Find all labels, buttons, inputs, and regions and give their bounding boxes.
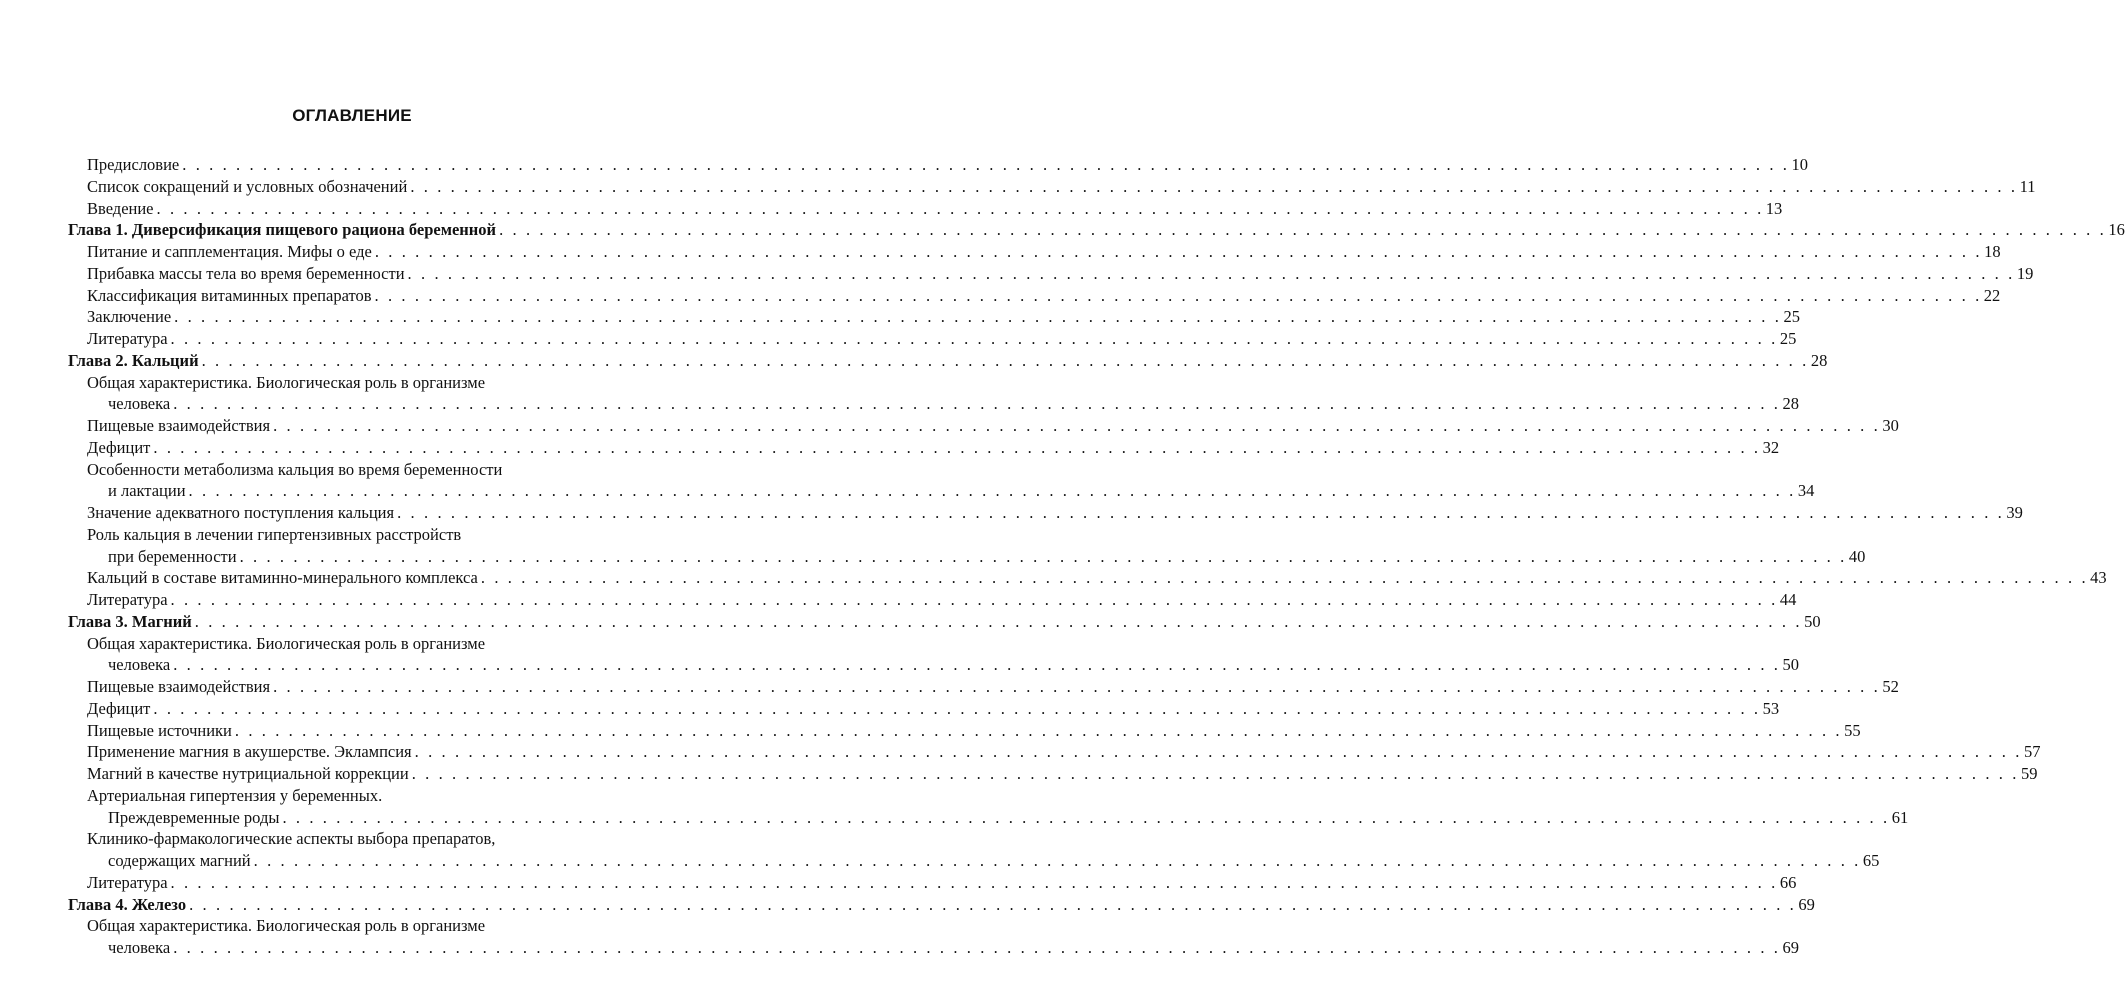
toc-page-number: 28 — [1810, 350, 1828, 370]
toc-chapter-entry — [68, 220, 2125, 240]
toc-chapter-entry — [68, 894, 1815, 915]
toc-page-number: 50 — [1782, 655, 1799, 675]
toc-entry-title: Глава 1. Диверсификация пищевого рациона беременной — [68, 220, 497, 240]
toc-entry-title: Глава 4. Железо — [68, 894, 187, 914]
dot-leader: . . . . . . . . . . . . . . . . . . . . . . . . . . . . . . . . . . . . . . . . . . . . . . . . . . . . . . . . . . . . . . . . . . . . . . . . . . . . . . . . . . . . . . . . . . . . . . . . . . . . . . . . . . . . . . . . . . . . . . . . — [273, 416, 1881, 435]
toc-page-number: 16 — [2108, 220, 2125, 240]
dot-leader: . . . . . . . . . . . . . . . . . . . . . . . . . . . . . . . . . . . . . . . . . . . . . . . . . . . . . . . . . . . . . . . . . . . . . . . . . . . . . . . . . . . . . . . . . . . . . . . . . . . . . . . . . . . . . . . . . . . . . . . . — [273, 677, 1881, 696]
dot-leader: . . . . . . . . . . . . . . . . . . . . . . . . . . . . . . . . . . . . . . . . . . . . . . . . . . . . . . . . . . . . . . . . . . . . . . . . . . . . . . . . . . . . . . . . . . . . . . . . . . . . . . . . . . . . . . . . . . . . . . . . — [480, 568, 2089, 588]
toc-entry-title: Преждевременные роды — [108, 807, 280, 827]
toc-entry-title: содержащих магний — [108, 851, 251, 870]
toc-entry-title: Клинико-фармакологические аспекты выбора препаратов, — [87, 829, 496, 849]
toc-entry-title: Литература — [87, 590, 168, 609]
toc-entry-title: Особенности метаболизма кальция во время беременности — [87, 459, 503, 479]
toc-entry — [87, 872, 1797, 893]
dot-leader: . . . . . . . . . . . . . . . . . . . . . . . . . . . . . . . . . . . . . . . . . . . . . . . . . . . . . . . . . . . . . . . . . . . . . . . . . . . . . . . . . . . . . . . . . . . . . . . . . . . . . . . . . . . . . . . . . . . . . . . . — [153, 698, 1761, 718]
toc-entry-title: Дефицит — [87, 698, 151, 718]
dot-leader: . . . . . . . . . . . . . . . . . . . . . . . . . . . . . . . . . . . . . . . . . . . . . . . . . . . . . . . . . . . . . . . . . . . . . . . . . . . . . . . . . . . . . . . . . . . . . . . . . . . . . . . . . . . . . . . . . . . . . . . . — [173, 394, 1781, 414]
toc-entry — [108, 655, 1799, 675]
toc-page-number: 44 — [1779, 590, 1797, 609]
toc-entry-title: Роль кальция в лечении гипертензивных расстройств — [87, 524, 462, 544]
toc-entry-title: Пищевые взаимодействия — [87, 677, 271, 696]
toc-entry — [87, 155, 1809, 175]
dot-leader: . . . . . . . . . . . . . . . . . . . . . . . . . . . . . . . . . . . . . . . . . . . . . . . . . . . . . . . . . . . . . . . . . . . . . . . . . . . . . . . . . . . . . . . . . . . . . . . . . . . . . . . . . . . . . . . . . . . . . . . . — [188, 481, 1796, 501]
toc-entry — [87, 285, 2001, 306]
toc-entry-title: Литература — [87, 872, 168, 892]
toc-entry-title: Общая характеристика. Биологическая роль в организме — [87, 916, 486, 936]
dot-leader: . . . . . . . . . . . . . . . . . . . . . . . . . . . . . . . . . . . . . . . . . . . . . . . . . . . . . . . . . . . . . . . . . . . . . . . . . . . . . . . . . . . . . . . . . . . . . . . . . . . . . . . . . . . . . . . . . . . . . . . . — [407, 263, 2015, 283]
toc-entry — [87, 720, 1861, 741]
page-title: ОГЛАВЛЕНИЕ — [292, 106, 412, 125]
toc-entry — [87, 698, 1780, 719]
dot-leader: . . . . . . . . . . . . . . . . . . . . . . . . . . . . . . . . . . . . . . . . . . . . . . . . . . . . . . . . . . . . . . . . . . . . . . . . . . . . . . . . . . . . . . . . . . . . . . . . . . . . . . . . . . . . . . . . . . . . . . . . — [374, 285, 1982, 305]
toc-page-number: 55 — [1844, 720, 1861, 740]
toc-entry-title: Заключение — [87, 307, 172, 327]
toc-entry — [87, 416, 1899, 436]
toc-page-number: 66 — [1779, 872, 1797, 892]
toc-entry — [87, 916, 485, 936]
toc-page-number: 40 — [1848, 546, 1866, 566]
toc-entry — [87, 829, 495, 849]
toc-entry — [87, 786, 382, 806]
toc-entry — [87, 263, 2034, 284]
dot-leader: . . . . . . . . . . . . . . . . . . . . . . . . . . . . . . . . . . . . . . . . . . . . . . . . . . . . . . . . . . . . . . . . . . . . . . . . . . . . . . . . . . . . . . . . . . . . . . . . . . . . . . . . . . . . . . . . . . . . . . . . — [182, 155, 1790, 174]
toc-page-number: 32 — [1762, 437, 1780, 457]
toc-entry — [87, 176, 2036, 197]
dot-leader: . . . . . . . . . . . . . . . . . . . . . . . . . . . . . . . . . . . . . . . . . . . . . . . . . . . . . . . . . . . . . . . . . . . . . . . . . . . . . . . . . . . . . . . . . . . . . . . . . . . . . . . . . . . . . . . . . . . . . . . . — [234, 720, 1843, 740]
toc-entry-title: Предисловие — [87, 155, 180, 174]
toc-page-number: 43 — [2090, 568, 2107, 588]
toc-page-number: 22 — [1983, 285, 2001, 305]
dot-leader: . . . . . . . . . . . . . . . . . . . . . . . . . . . . . . . . . . . . . . . . . . . . . . . . . . . . . . . . . . . . . . . . . . . . . . . . . . . . . . . . . . . . . . . . . . . . . . . . . . . . . . . . . . . . . . . . . . . . . . . . — [173, 655, 1781, 675]
dot-leader: . . . . . . . . . . . . . . . . . . . . . . . . . . . . . . . . . . . . . . . . . . . . . . . . . . . . . . . . . . . . . . . . . . . . . . . . . . . . . . . . . . . . . . . . . . . . . . . . . . . . . . . . . . . . . . . . . . . . . . . . — [153, 437, 1761, 457]
toc-page-number: 11 — [2019, 176, 2036, 196]
toc-entry — [108, 546, 1866, 567]
toc-entry-title: Глава 3. Магний — [68, 611, 192, 631]
dot-leader: . . . . . . . . . . . . . . . . . . . . . . . . . . . . . . . . . . . . . . . . . . . . . . . . . . . . . . . . . . . . . . . . . . . . . . . . . . . . . . . . . . . . . . . . . . . . . . . . . . . . . . . . . . . . . . . . . . . . . . . . — [201, 350, 1809, 370]
toc-page-number: 25 — [1779, 329, 1797, 348]
toc-entry-title: человека — [108, 655, 171, 675]
toc-entry-title: Пищевые источники — [87, 720, 232, 740]
toc-entry-title: Пищевые взаимодействия — [87, 416, 271, 435]
toc-entry — [87, 568, 2107, 588]
toc-entry — [108, 394, 1799, 414]
toc-entry — [87, 373, 485, 393]
dot-leader: . . . . . . . . . . . . . . . . . . . . . . . . . . . . . . . . . . . . . . . . . . . . . . . . . . . . . . . . . . . . . . . . . . . . . . . . . . . . . . . . . . . . . . . . . . . . . . . . . . . . . . . . . . . . . . . . . . . . . . . . — [374, 242, 1983, 261]
toc-entry-title: человека — [108, 938, 171, 957]
toc-entry-title: Кальций в составе витаминно-минерального комплекса — [87, 568, 478, 588]
toc-entry-title: Список сокращений и условных обозначений — [87, 176, 408, 196]
toc-chapter-entry — [68, 611, 1821, 632]
toc-page-number: 13 — [1765, 198, 1783, 218]
toc-page-number: 61 — [1891, 807, 1909, 827]
toc-entry-title: Классификация витаминных препаратов — [87, 285, 372, 305]
toc-entry — [87, 460, 502, 480]
toc-entry — [108, 807, 1909, 828]
toc-page-number: 34 — [1797, 481, 1815, 501]
dot-leader: . . . . . . . . . . . . . . . . . . . . . . . . . . . . . . . . . . . . . . . . . . . . . . . . . . . . . . . . . . . . . . . . . . . . . . . . . . . . . . . . . . . . . . . . . . . . . . . . . . . . . . . . . . . . . . . . . . . . . . . . — [239, 546, 1847, 566]
toc-page-number: 18 — [1984, 242, 2001, 261]
toc-entry-title: Общая характеристика. Биологическая роль в организме — [87, 633, 486, 653]
dot-leader: . . . . . . . . . . . . . . . . . . . . . . . . . . . . . . . . . . . . . . . . . . . . . . . . . . . . . . . . . . . . . . . . . . . . . . . . . . . . . . . . . . . . . . . . . . . . . . . . . . . . . . . . . . . . . . . . . . . . . . . . — [156, 198, 1764, 218]
toc-entry-title: Артериальная гипертензия у беременных. — [87, 785, 383, 805]
toc-entry-title: Введение — [87, 198, 154, 218]
toc-entry-title: Литература — [87, 329, 168, 348]
dot-leader: . . . . . . . . . . . . . . . . . . . . . . . . . . . . . . . . . . . . . . . . . . . . . . . . . . . . . . . . . . . . . . . . . . . . . . . . . . . . . . . . . . . . . . . . . . . . . . . . . . . . . . . . . . . . . . . . . . . . . . . . — [411, 764, 2019, 783]
toc-entry — [87, 503, 2023, 523]
dot-leader: . . . . . . . . . . . . . . . . . . . . . . . . . . . . . . . . . . . . . . . . . . . . . . . . . . . . . . . . . . . . . . . . . . . . . . . . . . . . . . . . . . . . . . . . . . . . . . . . . . . . . . . . . . . . . . . . . . . . . . . . — [174, 307, 1782, 327]
toc-page-number: 69 — [1798, 894, 1815, 914]
toc-entry-title: при беременности — [108, 546, 237, 566]
dot-leader: . . . . . . . . . . . . . . . . . . . . . . . . . . . . . . . . . . . . . . . . . . . . . . . . . . . . . . . . . . . . . . . . . . . . . . . . . . . . . . . . . . . . . . . . . . . . . . . . . . . . . . . . . . . . . . . . . . . . . . . . — [397, 503, 2005, 522]
dot-leader: . . . . . . . . . . . . . . . . . . . . . . . . . . . . . . . . . . . . . . . . . . . . . . . . . . . . . . . . . . . . . . . . . . . . . . . . . . . . . . . . . . . . . . . . . . . . . . . . . . . . . . . . . . . . . . . . . . . . . . . . — [194, 611, 1803, 631]
toc-page-number: 53 — [1762, 698, 1780, 718]
toc-entry — [87, 329, 1797, 349]
toc-page-number: 19 — [2016, 263, 2034, 283]
toc-page-number: 39 — [2006, 503, 2023, 522]
toc-page-number: 69 — [1782, 938, 1799, 957]
toc-entry-title: Питание и сапплементация. Мифы о еде — [87, 242, 372, 261]
dot-leader: . . . . . . . . . . . . . . . . . . . . . . . . . . . . . . . . . . . . . . . . . . . . . . . . . . . . . . . . . . . . . . . . . . . . . . . . . . . . . . . . . . . . . . . . . . . . . . . . . . . . . . . . . . . . . . . . . . . . . . . . — [253, 851, 1861, 870]
toc-page-number: 28 — [1782, 394, 1799, 414]
toc-entry — [108, 851, 1880, 871]
dot-leader: . . . . . . . . . . . . . . . . . . . . . . . . . . . . . . . . . . . . . . . . . . . . . . . . . . . . . . . . . . . . . . . . . . . . . . . . . . . . . . . . . . . . . . . . . . . . . . . . . . . . . . . . . . . . . . . . . . . . . . . . — [170, 329, 1778, 348]
toc-entry — [87, 742, 2041, 762]
toc-page-number: 50 — [1804, 611, 1821, 631]
toc-entry-title: Глава 2. Кальций — [68, 350, 199, 370]
toc-chapter-entry — [68, 350, 1828, 371]
toc-entry — [87, 525, 461, 545]
dot-leader: . . . . . . . . . . . . . . . . . . . . . . . . . . . . . . . . . . . . . . . . . . . . . . . . . . . . . . . . . . . . . . . . . . . . . . . . . . . . . . . . . . . . . . . . . . . . . . . . . . . . . . . . . . . . . . . . . . . . . . . . — [499, 220, 2107, 240]
toc-entry — [108, 938, 1799, 958]
dot-leader: . . . . . . . . . . . . . . . . . . . . . . . . . . . . . . . . . . . . . . . . . . . . . . . . . . . . . . . . . . . . . . . . . . . . . . . . . . . . . . . . . . . . . . . . . . . . . . . . . . . . . . . . . . . . . . . . . . . . . . . . — [173, 938, 1781, 957]
toc-page-number: 59 — [2020, 764, 2038, 783]
toc-entry — [87, 764, 2038, 784]
toc-entry-title: Значение адекватного поступления кальция — [87, 503, 395, 522]
dot-leader: . . . . . . . . . . . . . . . . . . . . . . . . . . . . . . . . . . . . . . . . . . . . . . . . . . . . . . . . . . . . . . . . . . . . . . . . . . . . . . . . . . . . . . . . . . . . . . . . . . . . . . . . . . . . . . . . . . . . . . . . — [170, 590, 1778, 609]
toc-entry-title: Магний в качестве нутрициальной коррекции — [87, 764, 409, 783]
toc-page-number: 65 — [1862, 851, 1880, 870]
toc-entry-title: человека — [108, 394, 171, 414]
toc-entry-title: Прибавка массы тела во время беременности — [87, 263, 405, 283]
toc-entry-title: Дефицит — [87, 437, 151, 457]
toc-entry-title: Общая характеристика. Биологическая роль в организме — [87, 372, 486, 392]
toc-entry-title: Применение магния в акушерстве. Эклампсия — [87, 742, 412, 762]
dot-leader: . . . . . . . . . . . . . . . . . . . . . . . . . . . . . . . . . . . . . . . . . . . . . . . . . . . . . . . . . . . . . . . . . . . . . . . . . . . . . . . . . . . . . . . . . . . . . . . . . . . . . . . . . . . . . . . . . . . . . . . . — [410, 176, 2018, 196]
toc-entry — [87, 242, 2001, 262]
toc-page-number: 52 — [1882, 677, 1899, 696]
toc-entry-title: и лактации — [108, 481, 186, 501]
dot-leader: . . . . . . . . . . . . . . . . . . . . . . . . . . . . . . . . . . . . . . . . . . . . . . . . . . . . . . . . . . . . . . . . . . . . . . . . . . . . . . . . . . . . . . . . . . . . . . . . . . . . . . . . . . . . . . . . . . . . . . . . — [189, 894, 1797, 914]
toc-page-number: 10 — [1791, 155, 1809, 174]
toc-entry — [87, 437, 1780, 458]
toc-entry — [87, 590, 1797, 610]
dot-leader: . . . . . . . . . . . . . . . . . . . . . . . . . . . . . . . . . . . . . . . . . . . . . . . . . . . . . . . . . . . . . . . . . . . . . . . . . . . . . . . . . . . . . . . . . . . . . . . . . . . . . . . . . . . . . . . . . . . . . . . . — [170, 872, 1778, 892]
toc-entry — [87, 198, 1783, 219]
toc-entry — [108, 481, 1815, 501]
toc-page-number: 30 — [1882, 416, 1899, 435]
toc-entry — [87, 307, 1800, 327]
toc-page-number: 57 — [2023, 742, 2041, 762]
toc-entry — [87, 634, 485, 654]
dot-leader: . . . . . . . . . . . . . . . . . . . . . . . . . . . . . . . . . . . . . . . . . . . . . . . . . . . . . . . . . . . . . . . . . . . . . . . . . . . . . . . . . . . . . . . . . . . . . . . . . . . . . . . . . . . . . . . . . . . . . . . . — [414, 742, 2022, 762]
toc-page-number: 25 — [1783, 307, 1800, 327]
toc-entry — [87, 677, 1899, 697]
dot-leader: . . . . . . . . . . . . . . . . . . . . . . . . . . . . . . . . . . . . . . . . . . . . . . . . . . . . . . . . . . . . . . . . . . . . . . . . . . . . . . . . . . . . . . . . . . . . . . . . . . . . . . . . . . . . . . . . . . . . . . . . — [282, 807, 1890, 827]
